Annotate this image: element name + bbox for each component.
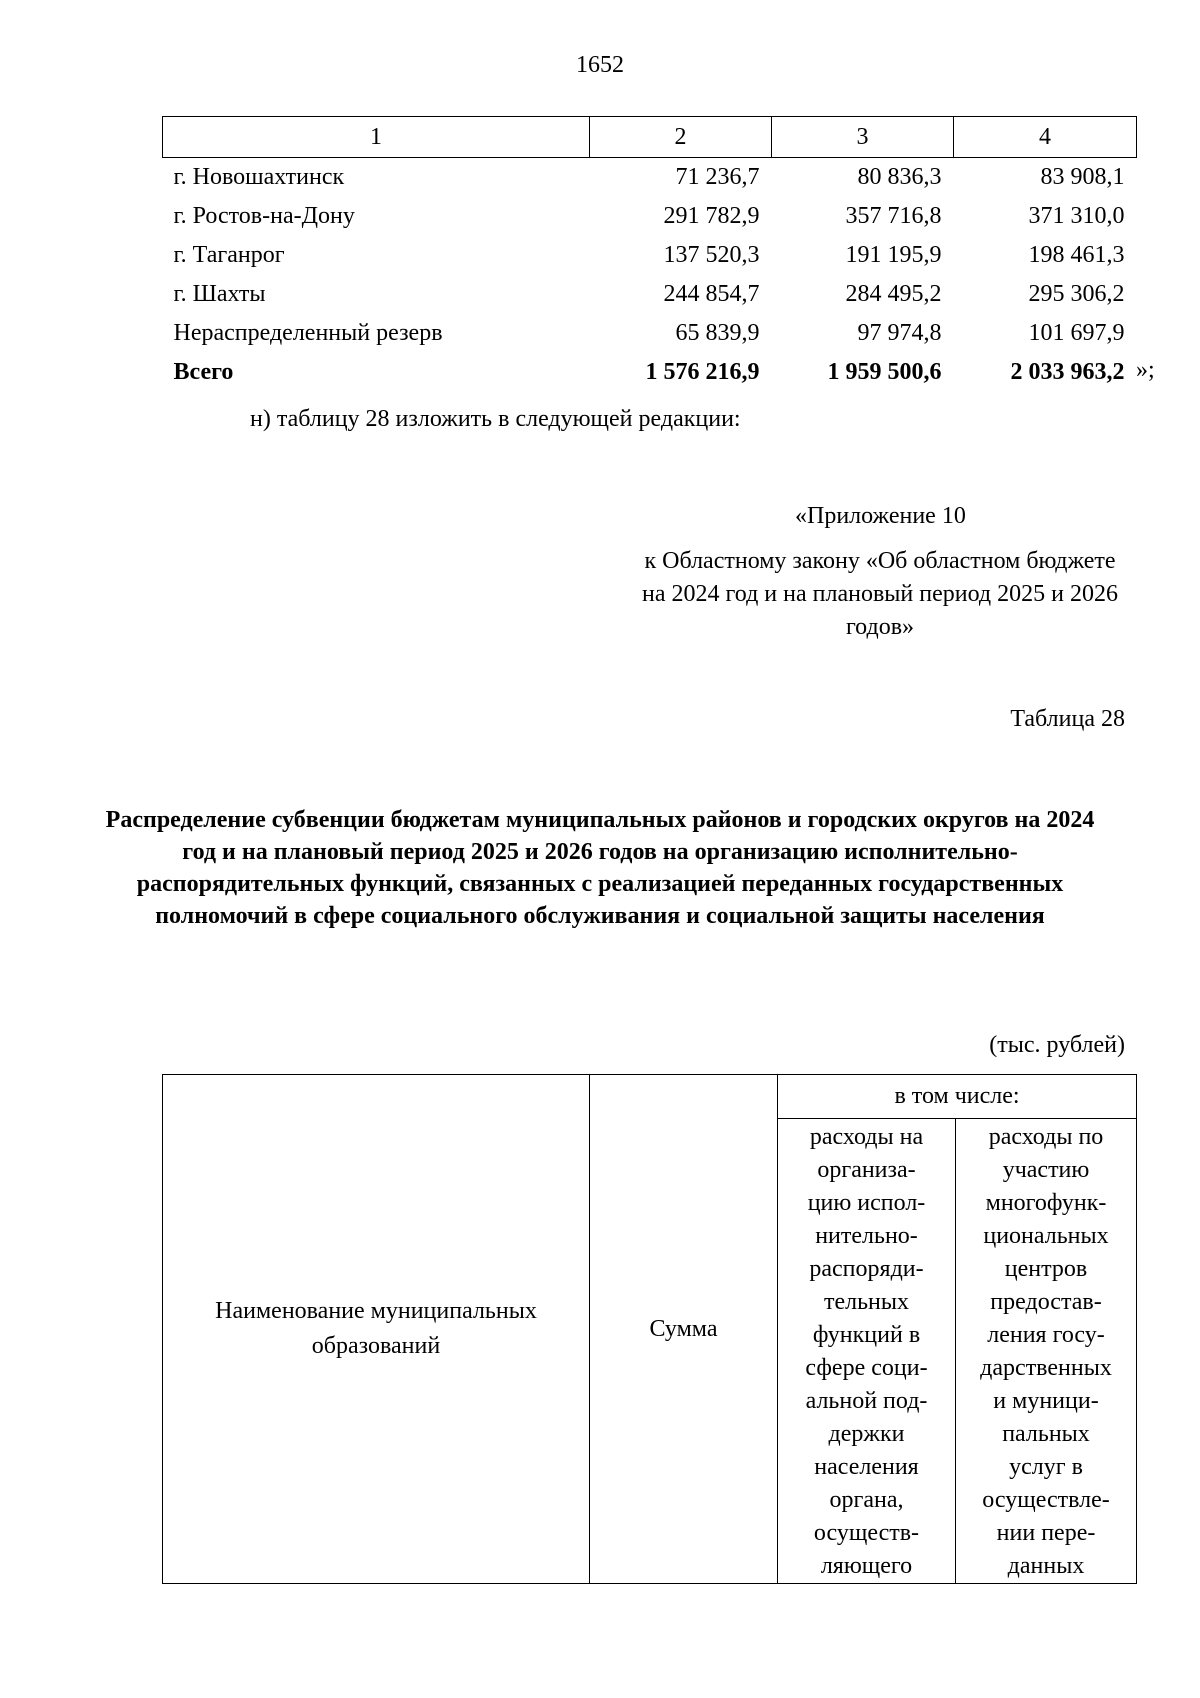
table-row	[163, 236, 1137, 275]
row-name: г. Шахты	[173, 281, 266, 307]
table-label: Таблица 28	[1010, 706, 1125, 732]
table-row	[163, 275, 1137, 314]
total-label: Всего	[173, 359, 234, 385]
row-name: Нераспределенный резерв	[173, 320, 443, 346]
row-value-2025: 191 195,9	[845, 242, 942, 268]
appendix-text: к Областному закону «Об областном бюджете на 2024 год и на плановый период 2025 и 2026 годов»	[642, 548, 1118, 640]
column-header-sum: Сумма	[590, 1075, 778, 1584]
row-value-2025: 357 716,8	[845, 203, 942, 229]
instruction-text: н) таблицу 28 изложить в следующей редакции:	[250, 406, 741, 432]
column-header-mfc-participation: расходы по участию многофунк- циональных центров предостав- ления госу- дарственных и муници- пальных услуг в осуществле- нии пере- данных	[956, 1119, 1137, 1584]
row-value-2025: 284 495,2	[845, 281, 942, 307]
total-value-2025: 1 959 500,6	[827, 359, 942, 385]
main-table	[162, 1074, 1137, 1584]
row-value-2024: 65 839,9	[675, 320, 760, 346]
column-header-name-text: Наименование муниципальных образований	[215, 1298, 537, 1359]
page-number: 1652	[576, 52, 624, 78]
row-value-2026: 371 310,0	[1028, 203, 1125, 229]
row-value-2026: 83 908,1	[1040, 164, 1125, 190]
column-header-executive-functions: расходы на организа- цию испол- нительно- распоряди- тельных функций в сфере соци- альной под- держки населения органа, осуществ- ляющего	[778, 1119, 956, 1584]
column-header-name	[163, 1075, 590, 1584]
row-value-2026: 295 306,2	[1028, 281, 1125, 307]
page-title: Распределение субвенции бюджетам муниципальных районов и городских округов на 2024 год и на плановый период 2025 и 2026 годов на организацию исполнительно-распорядительных функций, связанных с реализацией переданных государственных полномочий в сфере социального обслуживания и социальной защиты населения	[105, 807, 1095, 929]
row-name: г. Ростов-на-Дону	[173, 203, 355, 229]
header-cell-1: 1	[163, 117, 590, 158]
row-value-2025: 80 836,3	[857, 164, 942, 190]
units-label: (тыс. рублей)	[989, 1032, 1125, 1058]
total-value-2024: 1 576 216,9	[645, 359, 760, 385]
total-value-2026: 2 033 963,2	[1010, 359, 1125, 385]
row-value-2025: 97 974,8	[857, 320, 942, 346]
table-row	[163, 158, 1137, 198]
row-name: г. Таганрог	[173, 242, 285, 268]
row-name: г. Новошахтинск	[173, 164, 345, 190]
appendix-title: «Приложение 10	[795, 503, 966, 529]
row-value-2024: 71 236,7	[675, 164, 760, 190]
row-value-2024: 137 520,3	[663, 242, 760, 268]
header-cell-2: 2	[590, 117, 772, 158]
row-value-2024: 291 782,9	[663, 203, 760, 229]
header-cell-3: 3	[772, 117, 954, 158]
closing-quote-mark: »;	[1136, 357, 1155, 383]
row-value-2024: 244 854,7	[663, 281, 760, 307]
row-value-2026: 198 461,3	[1028, 242, 1125, 268]
header-row	[163, 117, 1137, 158]
table-row	[163, 314, 1137, 353]
header-cell-4: 4	[954, 117, 1137, 158]
column-header-including: в том числе:	[778, 1075, 1137, 1119]
row-value-2026: 101 697,9	[1028, 320, 1125, 346]
main-header-row-1	[163, 1075, 1137, 1119]
table-row	[163, 197, 1137, 236]
continuation-table	[162, 116, 1137, 392]
total-row	[163, 353, 1137, 392]
